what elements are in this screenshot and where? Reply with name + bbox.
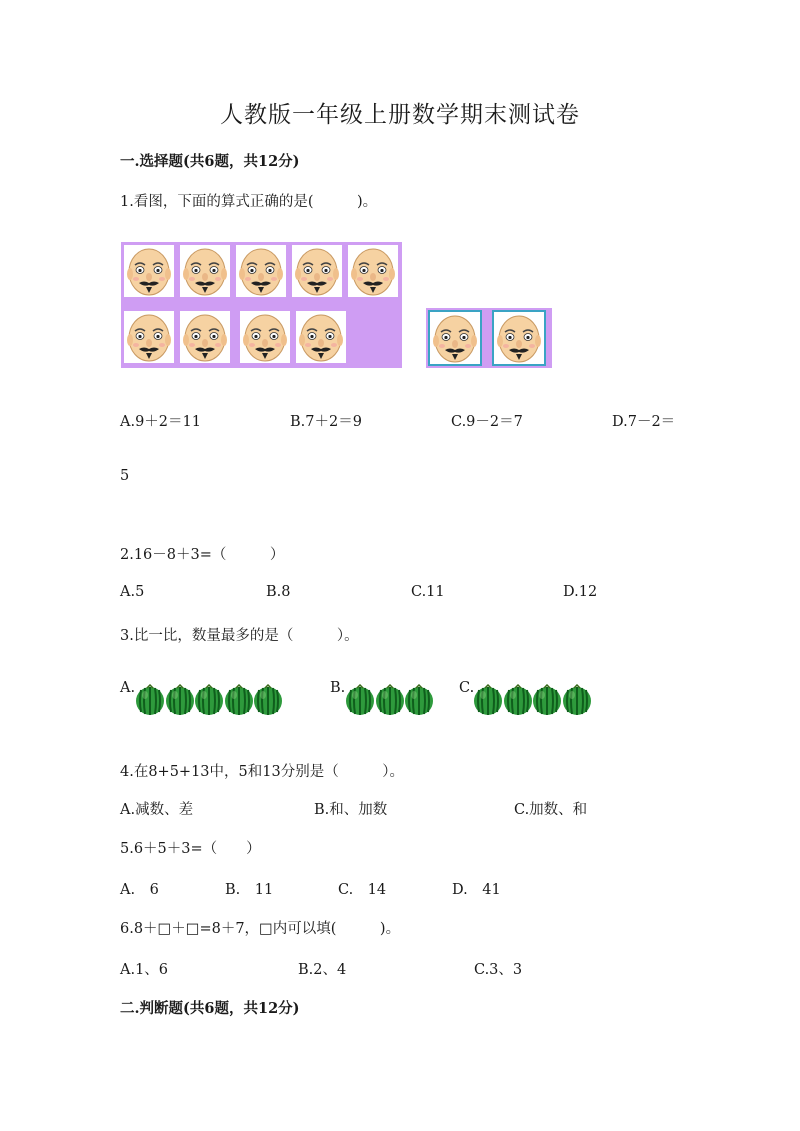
- watermelon-icon: [532, 684, 562, 720]
- q3-option-b: B.: [330, 680, 346, 696]
- watermelon-icon: [375, 684, 405, 720]
- q2-option-b: B.8: [266, 584, 291, 600]
- q3-option-a: A.: [120, 680, 136, 696]
- q6-option-a: A.1、6: [120, 962, 169, 978]
- page-title: 人教版一年级上册数学期末测试卷: [220, 102, 580, 128]
- q3-option-c: C.: [459, 680, 475, 696]
- q4-option-b: B.和、加数: [314, 802, 388, 818]
- face-icon: [180, 311, 230, 363]
- question-6: 6.8＋□＋□=8＋7，□内可以填( )。: [120, 921, 401, 937]
- section-heading-choice: 一.选择题(共6题，共12分): [120, 153, 300, 170]
- q1-option-d-wrap: 5: [120, 468, 130, 484]
- watermelon-icon: [345, 684, 375, 720]
- face-icon: [240, 311, 290, 363]
- face-icon: [492, 310, 546, 366]
- face-icon: [428, 310, 482, 366]
- watermelon-icon: [503, 684, 533, 720]
- q5-option-d: D. 41: [452, 882, 501, 898]
- watermelon-icon: [224, 684, 254, 720]
- q6-option-c: C.3、3: [474, 962, 523, 978]
- question-4: 4.在8+5+13中，5和13分别是（ ）。: [120, 764, 404, 780]
- q1-option-c: C.9－2＝7: [451, 414, 523, 430]
- face-icon: [348, 245, 398, 297]
- watermelon-icon: [165, 684, 195, 720]
- q2-option-a: A.5: [120, 584, 145, 600]
- watermelon-icon: [404, 684, 434, 720]
- q5-option-b: B. 11: [225, 882, 274, 898]
- section-heading-judgment: 二.判断题(共6题，共12分): [120, 1000, 300, 1017]
- watermelon-icon: [253, 684, 283, 720]
- question-5: 5.6＋5＋3=（ ）: [120, 841, 261, 857]
- q1-option-b: B.7＋2＝9: [290, 414, 362, 430]
- face-icon: [292, 245, 342, 297]
- q1-option-a: A.9＋2＝11: [120, 414, 201, 430]
- q6-option-b: B.2、4: [298, 962, 347, 978]
- question-3: 3.比一比，数量最多的是（ ）。: [120, 628, 359, 644]
- q4-option-c: C.加数、和: [514, 802, 588, 818]
- q1-option-d: D.7－2＝: [612, 414, 676, 430]
- q2-option-c: C.11: [411, 584, 445, 600]
- watermelon-icon: [562, 684, 592, 720]
- face-icon: [236, 245, 286, 297]
- face-icon: [124, 311, 174, 363]
- question-2: 2.16－8＋3=（ ）: [120, 547, 285, 563]
- q5-option-a: A. 6: [120, 882, 159, 898]
- watermelon-icon: [194, 684, 224, 720]
- question-1: 1.看图，下面的算式正确的是( )。: [120, 194, 378, 210]
- q4-option-a: A.减数、差: [120, 802, 194, 818]
- face-icon: [124, 245, 174, 297]
- watermelon-icon: [473, 684, 503, 720]
- watermelon-icon: [135, 684, 165, 720]
- face-icon: [180, 245, 230, 297]
- face-icon: [296, 311, 346, 363]
- q2-option-d: D.12: [563, 584, 598, 600]
- q5-option-c: C. 14: [338, 882, 387, 898]
